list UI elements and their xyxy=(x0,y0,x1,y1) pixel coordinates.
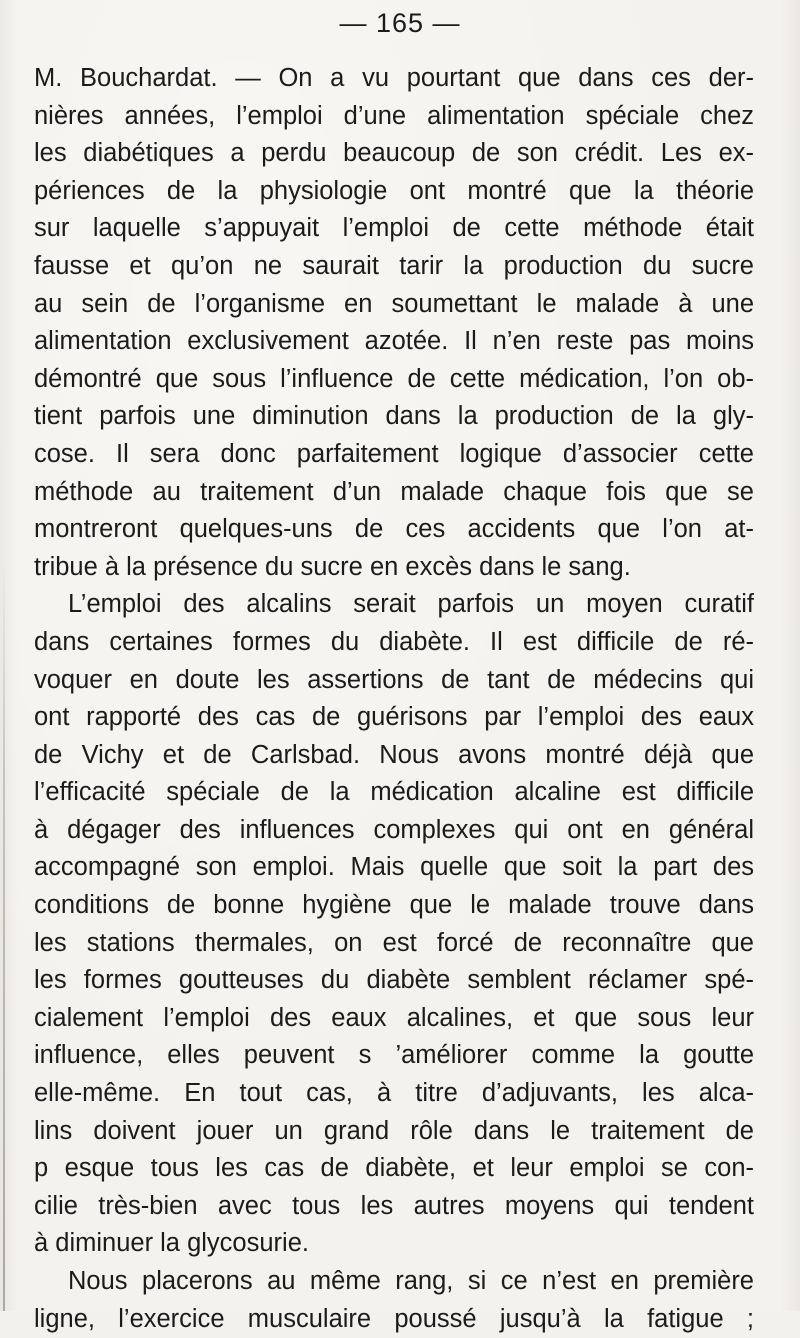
text-line: tribue à la présence du sucre en excès dans le sang. xyxy=(34,552,631,581)
text-line: montreront quelques-uns de ces accidents que l’on at- xyxy=(34,515,754,544)
text-line: les diabétiques a perdu beaucoup de son crédit. Les ex- xyxy=(34,139,754,168)
text-line: cialement l’emploi des eaux alcalines, et que sous leur xyxy=(34,1003,754,1032)
text-line: ligne, l’exercice musculaire poussé jusqu’à la fatigue ; xyxy=(34,1304,754,1333)
text-line: influence, elles peuvent s ’améliorer comme la goutte xyxy=(34,1041,754,1070)
text-line: l’efficacité spéciale de la médication alcaline est difficile xyxy=(34,778,754,807)
text-line: démontré que sous l’influence de cette médication, l’on ob- xyxy=(34,364,754,393)
text-line: au sein de l’organisme en soumettant le malade à une xyxy=(34,289,754,318)
text-line: ont rapporté des cas de guérisons par l’emploi des eaux xyxy=(34,703,754,732)
text-line: les stations thermales, on est forcé de reconnaître que xyxy=(34,928,754,957)
text-line: à diminuer la glycosurie. xyxy=(34,1229,309,1258)
text-line: à dégager des influences complexes qui ont en général xyxy=(34,815,754,844)
text-line: p esque tous les cas de diabète, et leur emploi se con- xyxy=(34,1154,754,1183)
text-line: fausse et qu’on ne saurait tarir la production du sucre xyxy=(34,251,754,280)
text-line: voquer en doute les assertions de tant de médecins qui xyxy=(34,665,754,694)
text-line: sur laquelle s’appuyait l’emploi de cette méthode était xyxy=(34,214,754,243)
text-line: de Vichy et de Carlsbad. Nous avons montré déjà que xyxy=(34,740,754,769)
text-line: méthode au traitement d’un malade chaque fois que se xyxy=(34,477,754,506)
page-edge-shadow xyxy=(3,560,5,1311)
body-text xyxy=(34,60,754,1338)
text-line: lins doivent jouer un grand rôle dans le traitement de xyxy=(34,1116,754,1145)
text-line: cilie très-bien avec tous les autres moyens qui tendent xyxy=(34,1191,754,1220)
text-line: nières années, l’emploi d’une alimentation spéciale chez xyxy=(34,101,754,130)
text-line: M. Bouchardat. — On a vu pourtant que dans ces der- xyxy=(34,64,754,92)
text-line: dans certaines formes du diabète. Il est difficile de ré- xyxy=(34,627,754,656)
page-number-header: — 165 — xyxy=(339,8,461,38)
text-line: tient parfois une diminution dans la production de la gly- xyxy=(34,402,754,431)
text-line: les formes goutteuses du diabète semblent réclamer spé- xyxy=(34,966,754,995)
text-line: Nous placerons au même rang, si ce n’est en première xyxy=(68,1267,754,1295)
text-line: cose. Il sera donc parfaitement logique d’associer cette xyxy=(34,439,754,468)
text-line: elle-même. En tout cas, à titre d’adjuvants, les alca- xyxy=(34,1079,754,1108)
text-line: périences de la physiologie ont montré que la théorie xyxy=(34,176,754,205)
text-line: conditions de bonne hygiène que le malade trouve dans xyxy=(34,891,754,920)
text-line: accompagné son emploi. Mais quelle que soit la part des xyxy=(34,853,754,882)
text-line: L’emploi des alcalins serait parfois un moyen curatif xyxy=(68,590,754,619)
text-line: alimentation exclusivement azotée. Il n’en reste pas moins xyxy=(34,327,754,356)
